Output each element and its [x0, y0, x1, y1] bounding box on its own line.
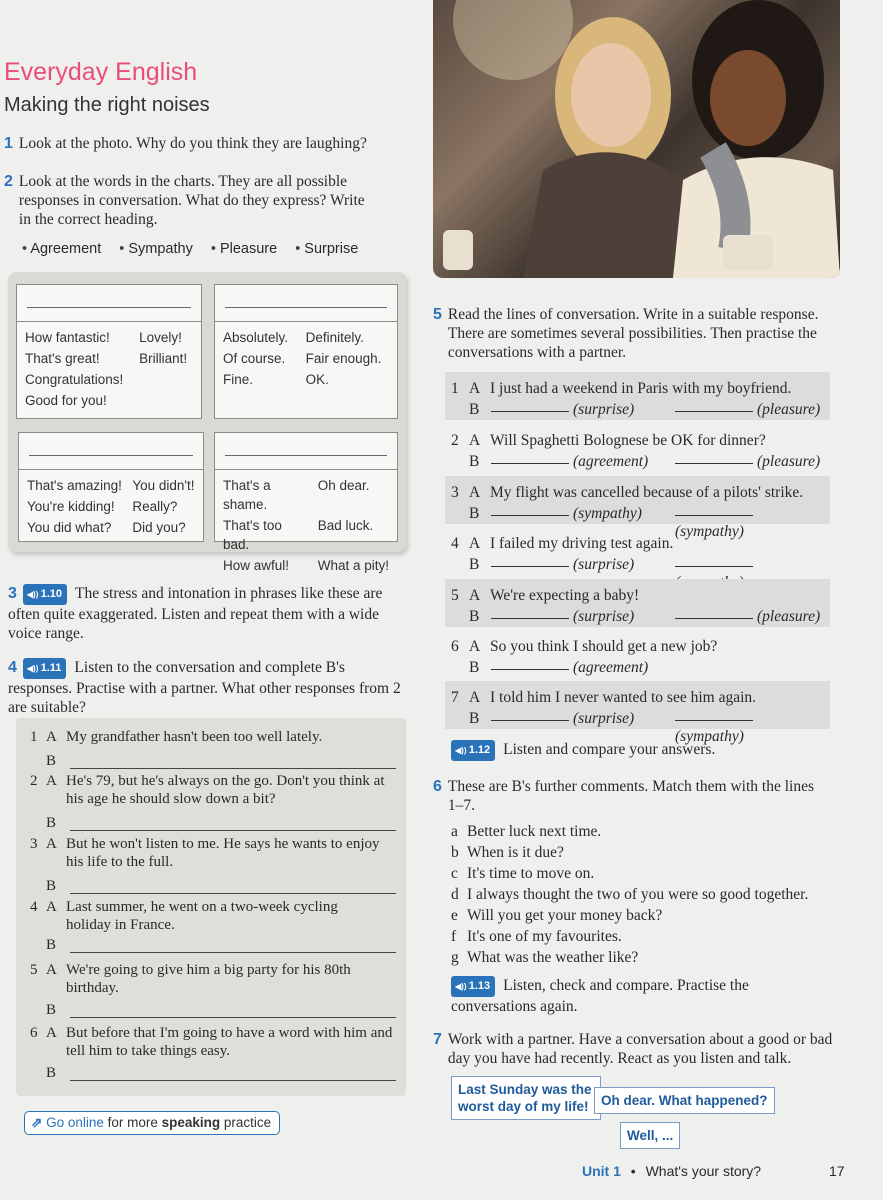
chart-item: That's too bad.	[223, 518, 282, 552]
answer-blank[interactable]	[675, 566, 753, 567]
question-text: Work with a partner. Have a conversation about a good or bad day you have had recently. React as you listen and talk.	[447, 1031, 833, 1067]
page-number: 17	[829, 1163, 845, 1179]
chart-item: That's great!	[25, 351, 100, 366]
speech-bubble: Well, ...	[620, 1122, 680, 1149]
match-letter: a	[451, 823, 458, 840]
answer-blank[interactable]	[491, 566, 569, 567]
speaker-a-line: I just had a weekend in Paris with my boyfriend.	[490, 380, 792, 397]
answer-blank[interactable]	[675, 411, 753, 412]
answer-blank[interactable]	[675, 515, 753, 516]
answer-blank[interactable]	[70, 768, 396, 769]
question-text: These are B's further comments. Match them with the lines 1–7.	[447, 778, 814, 814]
footer-unit	[582, 1163, 761, 1179]
page-subtitle: Making the right noises	[4, 94, 210, 116]
item-number: 6	[30, 1025, 38, 1041]
response-hint: (surprise)	[573, 608, 635, 625]
speaker-a: A	[469, 380, 481, 397]
question-7	[433, 1030, 833, 1070]
audio-track-badge[interactable]: ◀)) 1.11	[23, 658, 67, 679]
chart-heading-blank[interactable]	[215, 433, 397, 470]
item-number: 3	[451, 484, 459, 501]
answer-blank[interactable]	[70, 1080, 396, 1081]
unit-label: Unit 1	[582, 1163, 621, 1179]
response-hint: (sympathy)	[675, 523, 744, 540]
external-link-icon: ⇗	[31, 1115, 47, 1130]
speaker-a: A	[469, 587, 481, 604]
question-number: 2	[4, 173, 13, 190]
question-4	[8, 658, 404, 717]
match-item	[451, 821, 851, 842]
question-5	[433, 305, 833, 365]
speaker-a: A	[469, 484, 481, 501]
match-item	[451, 863, 851, 884]
speaker-b: B	[46, 1002, 57, 1018]
chart-item: You're kidding!	[27, 499, 115, 514]
photo-two-women-laughing	[433, 0, 840, 278]
speaker-a: A	[46, 773, 57, 789]
speaker-a-line: Last summer, he went on a two-week cycling holiday in France.	[66, 899, 338, 933]
question-1	[4, 134, 424, 153]
question-text: Look at the words in the charts. They are all possible responses in conversation. What do they express? Write in the correct heading.	[18, 173, 365, 228]
question-number: 7	[433, 1031, 442, 1048]
match-list	[451, 821, 851, 968]
chart-1	[16, 284, 202, 419]
conversation-item	[445, 681, 830, 745]
question-6	[433, 777, 823, 817]
speaker-a-line: I told him I never wanted to see him again.	[490, 689, 757, 706]
chart-heading-blank[interactable]	[17, 285, 201, 322]
speaker-b: B	[46, 753, 57, 769]
item-number: 1	[451, 380, 459, 397]
online-link-text: Go online	[46, 1115, 104, 1130]
item-number: 5	[451, 587, 459, 604]
chart-heading-blank[interactable]	[19, 433, 203, 470]
conversation-item	[445, 630, 830, 678]
chart-item: How fantastic!	[25, 330, 110, 345]
question-text: Listen to the conversation and complete B's responses. Practise with a partner. What other responses from 2 are suitable?	[8, 659, 401, 716]
response-hint: (sympathy)	[675, 728, 744, 745]
match-letter: g	[451, 949, 459, 966]
speaker-a: A	[469, 689, 481, 706]
chart-item: Oh dear.	[317, 478, 370, 493]
response-hint: (pleasure)	[757, 608, 821, 625]
speaker-a: A	[46, 729, 57, 745]
heading-options	[22, 240, 372, 258]
chart-item: You didn't!	[132, 478, 195, 493]
chart-item: Fair enough.	[305, 351, 382, 366]
chart-item: Lovely!	[139, 330, 182, 345]
listen-check	[451, 976, 811, 1016]
match-text: Better luck next time.	[467, 823, 602, 840]
match-text: It's time to move on.	[467, 865, 595, 882]
speech-bubble: Last Sunday was the worst day of my life!	[451, 1076, 601, 1120]
conversation-item	[445, 372, 830, 420]
item-number: 2	[451, 432, 459, 449]
speaker-a-line: I failed my driving test again.	[490, 535, 674, 552]
chart-heading-blank[interactable]	[215, 285, 397, 322]
speaker-b: B	[469, 505, 480, 522]
question-text: The stress and intonation in phrases like these are often quite exaggerated. Listen and repeat them with a wide voice range.	[8, 585, 383, 642]
speaker-a: A	[46, 1025, 57, 1041]
listen-text: Listen and compare your answers.	[503, 741, 716, 758]
speech-bubble: Oh dear. What happened?	[594, 1087, 775, 1114]
match-text: Will you get your money back?	[467, 907, 663, 924]
speaker-a: A	[469, 432, 481, 449]
response-hint: (surprise)	[573, 556, 635, 573]
speaker-a-line: But before that I'm going to have a word with him and tell him to take things easy.	[66, 1025, 393, 1059]
speaker-a: A	[469, 535, 481, 552]
chart-item: Good for you!	[25, 393, 107, 408]
match-text: What was the weather like?	[467, 949, 639, 966]
speaker-b: B	[46, 1065, 57, 1081]
answer-blank[interactable]	[491, 618, 569, 619]
match-letter: c	[451, 865, 458, 882]
match-letter: b	[451, 844, 459, 861]
charts-panel	[8, 272, 406, 573]
match-item	[451, 842, 851, 863]
response-hint: (surprise)	[573, 401, 635, 418]
chart-item: Absolutely.	[223, 330, 289, 345]
speaker-b: B	[46, 937, 57, 953]
dialogue-item	[30, 772, 400, 832]
conversation-item	[445, 579, 830, 627]
answer-blank[interactable]	[70, 1017, 396, 1018]
speaker-b: B	[469, 659, 480, 676]
conversation-item	[445, 476, 830, 540]
chart-4	[214, 432, 398, 573]
chart-2	[214, 284, 398, 419]
chart-item: Of course.	[223, 351, 286, 366]
response-hint: (sympathy)	[573, 505, 642, 522]
speaker-b: B	[469, 453, 480, 470]
match-letter: f	[451, 928, 457, 945]
item-number: 3	[30, 836, 38, 852]
dialogue-item	[30, 898, 400, 958]
speaker-a-line: He's 79, but he's always on the go. Don't you think at his age he should slow down a bit?	[66, 773, 385, 807]
audio-track-badge[interactable]: ◀)) 1.12	[451, 740, 495, 761]
unit-title: What's your story?	[645, 1163, 762, 1179]
conversation-item	[445, 527, 830, 575]
match-item	[451, 905, 851, 926]
speaker-b: B	[46, 815, 57, 831]
response-hint: (agreement)	[573, 453, 649, 470]
chart-item: What a pity!	[317, 558, 389, 573]
answer-blank[interactable]	[491, 720, 569, 721]
chart-item: How awful!	[223, 558, 290, 573]
item-number: 7	[451, 689, 459, 706]
speaker-a: A	[469, 638, 481, 655]
speaker-a-line: My grandfather hasn't been too well lately.	[66, 729, 323, 745]
item-number: 4	[30, 899, 38, 915]
match-letter: d	[451, 886, 459, 903]
chart-item: Brilliant!	[139, 351, 188, 366]
online-link-mid: for more	[103, 1115, 162, 1130]
heading-option: • Pleasure	[211, 241, 277, 257]
audio-track-badge[interactable]: ◀)) 1.10	[23, 584, 67, 605]
online-link-post: practice	[220, 1115, 272, 1130]
answer-blank[interactable]	[491, 515, 569, 516]
heading-option: • Sympathy	[119, 241, 193, 257]
dialogue-item	[30, 835, 400, 895]
dialogue-item	[30, 728, 400, 778]
chart-item: Really?	[132, 499, 178, 514]
listen-compare	[451, 740, 715, 761]
answer-blank[interactable]	[70, 952, 396, 953]
speaker-b: B	[469, 556, 480, 573]
chart-item: Definitely.	[305, 330, 364, 345]
answer-blank[interactable]	[675, 720, 753, 721]
conversation-item	[445, 424, 830, 472]
match-item	[451, 884, 851, 905]
dialogue-item	[30, 1024, 400, 1088]
response-hint: (pleasure)	[757, 453, 821, 470]
chart-item: That's amazing!	[27, 478, 122, 493]
page-title: Everyday English	[4, 58, 198, 86]
listen-text: Listen, check and compare. Practise the conversations again.	[451, 977, 749, 1015]
question-3	[8, 584, 404, 643]
question-number: 4	[8, 659, 17, 676]
question-number: 6	[433, 778, 442, 795]
footer-separator: •	[630, 1163, 636, 1179]
question-text: Look at the photo. Why do you think they are laughing?	[18, 135, 367, 152]
speaker-a-line: We're going to give him a big party for his 80th birthday.	[66, 962, 351, 996]
dialogue-panel	[16, 718, 406, 1096]
item-number: 6	[451, 638, 459, 655]
dialogue-item	[30, 961, 400, 1021]
heading-option: • Surprise	[295, 241, 358, 257]
answer-blank[interactable]	[675, 618, 753, 619]
answer-blank[interactable]	[675, 463, 753, 464]
chart-item: Bad luck.	[317, 518, 374, 533]
speaker-a-line: But he won't listen to me. He says he wants to enjoy his life to the full.	[66, 836, 380, 870]
answer-blank[interactable]	[491, 669, 569, 670]
question-number: 1	[4, 135, 13, 152]
chart-item: Did you?	[132, 520, 186, 535]
match-item	[451, 947, 851, 968]
item-number: 1	[30, 729, 38, 745]
answer-blank[interactable]	[70, 830, 396, 831]
question-text: Read the lines of conversation. Write in a suitable response. There are sometimes several possibilities. Then practise the conversations with a partner.	[447, 306, 819, 361]
speaker-b: B	[469, 608, 480, 625]
item-number: 2	[30, 773, 38, 789]
speaker-a-line: Will Spaghetti Bolognese be OK for dinner?	[490, 432, 766, 449]
speaker-a-line: So you think I should get a new job?	[490, 638, 718, 655]
chart-3	[18, 432, 204, 542]
match-text: I always thought the two of you were so good together.	[467, 886, 809, 903]
speaker-a-line: My flight was cancelled because of a pilots' strike.	[490, 484, 804, 501]
chart-item: OK.	[305, 372, 329, 387]
heading-option: • Agreement	[22, 241, 101, 257]
chart-item: That's a shame.	[223, 478, 271, 512]
speaker-b: B	[469, 710, 480, 727]
speaker-a: A	[46, 836, 57, 852]
answer-blank[interactable]	[491, 411, 569, 412]
question-number: 5	[433, 306, 442, 323]
question-number: 3	[8, 585, 17, 602]
response-hint: (surprise)	[573, 710, 635, 727]
response-hint: (agreement)	[573, 659, 649, 676]
chart-item: Fine.	[223, 372, 254, 387]
chart-item: Congratulations!	[25, 372, 124, 387]
answer-blank[interactable]	[491, 463, 569, 464]
chart-item	[139, 391, 193, 410]
match-text: When is it due?	[467, 844, 564, 861]
chart-item: You did what?	[27, 520, 112, 535]
question-2	[4, 172, 374, 232]
match-text: It's one of my favourites.	[467, 928, 622, 945]
response-hint: (pleasure)	[757, 401, 821, 418]
go-online-link[interactable]	[24, 1111, 280, 1135]
speaker-a: A	[46, 899, 57, 915]
speaker-b: B	[46, 878, 57, 894]
online-link-bold: speaking	[161, 1115, 221, 1130]
audio-track-badge[interactable]: ◀)) 1.13	[451, 976, 495, 997]
answer-blank[interactable]	[70, 893, 396, 894]
match-item	[451, 926, 851, 947]
item-number: 4	[451, 535, 459, 552]
speaker-a-line: We're expecting a baby!	[490, 587, 640, 604]
photo-illustration	[433, 0, 840, 278]
chart-item	[139, 370, 193, 389]
item-number: 5	[30, 962, 38, 978]
speaker-b: B	[469, 401, 480, 418]
match-letter: e	[451, 907, 458, 924]
speaker-a: A	[46, 962, 57, 978]
